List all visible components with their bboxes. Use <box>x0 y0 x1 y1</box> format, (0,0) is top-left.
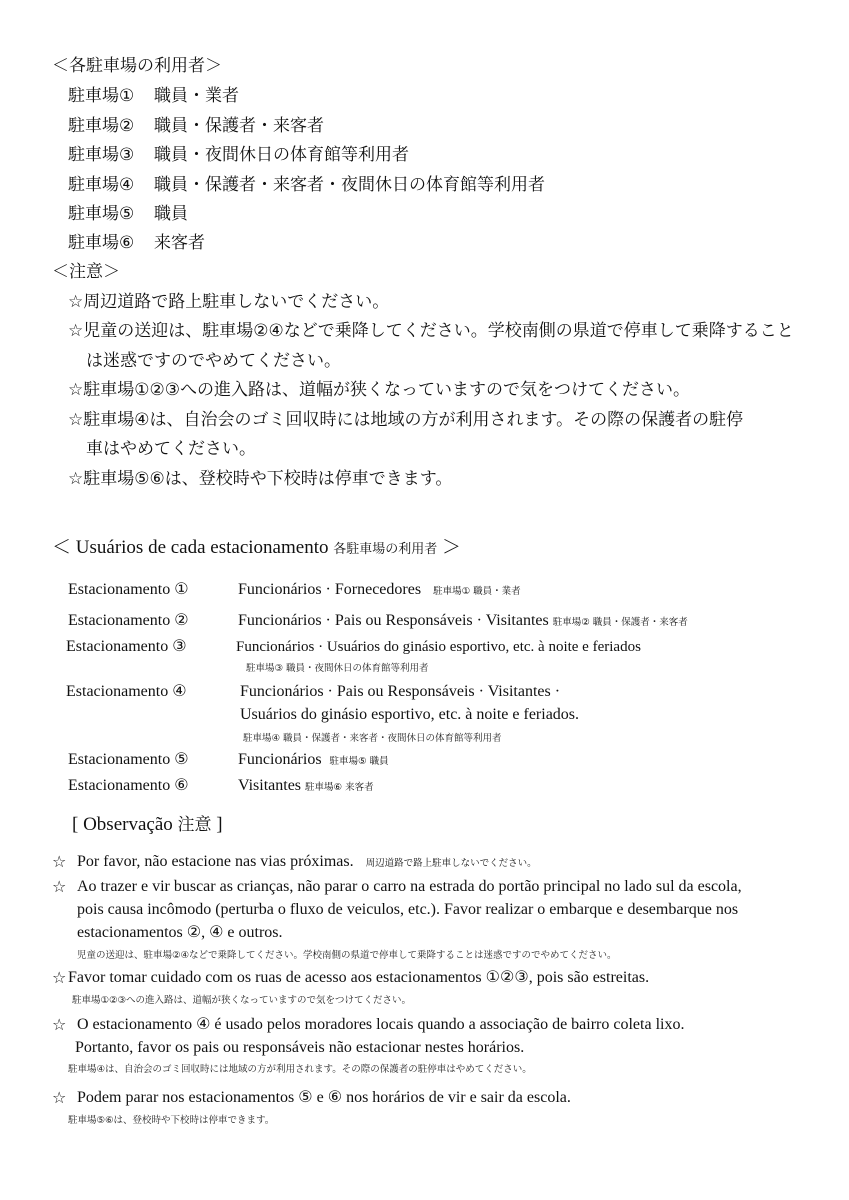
star-icon: ☆ <box>52 968 67 987</box>
pt-lot-users <box>238 776 374 798</box>
star-icon: ☆ <box>52 877 67 896</box>
jp-lot-users: 職員・夜間休日の体育館等利用者 <box>154 145 409 165</box>
jp-note: ☆児童の送迎は、駐車場②④などで乗降してください。学校南側の県道で停車して乗降すること <box>68 321 794 341</box>
pt-lot-jp: 駐車場① 職員・業者 <box>433 586 521 597</box>
pt-note-jp: 駐車場⑤⑥は、登校時や下校時は停車できます。 <box>68 1115 275 1126</box>
pt-lot-users: Funcionários · Pais ou Responsáveis · Visitantes · <box>240 683 561 700</box>
jp-lot-users: 来客者 <box>154 233 205 253</box>
pt-lot-label: Estacionamento ① <box>68 581 189 598</box>
jp-lot-users: 職員・業者 <box>154 86 239 106</box>
jp-lot-users: 職員・保護者・来客者・夜間休日の体育館等利用者 <box>154 175 545 195</box>
pt-obs-heading <box>72 815 223 835</box>
pt-lot-users <box>238 580 521 602</box>
pt-lot-users-text: Funcionários · Pais ou Responsáveis · Visitantes <box>238 612 549 629</box>
obs-heading-jp: 注意 <box>177 815 212 835</box>
pt-lot-users: Funcionários · Usuários do ginásio esportivo, etc. à noite e feriados <box>236 639 641 655</box>
obs-heading-close: ] <box>216 814 223 835</box>
pt-note-line: pois causa incômodo (perturba o fluxo de veiculos, etc.). Favor realizar o embarque e desembarque nos <box>77 901 739 918</box>
pt-note-line: O estacionamento ④ é usado pelos moradores locais quando a associação de bairro coleta lixo. <box>77 1016 685 1033</box>
pt-note-line: estacionamentos ②, ④ e outros. <box>77 924 283 941</box>
heading-open-bracket: ＜ <box>52 537 72 558</box>
jp-note: は迷惑ですのでやめてください。 <box>86 351 341 371</box>
pt-lot-jp: 駐車場② 職員・保護者・来客者 <box>552 617 688 628</box>
pt-note-jp: 児童の送迎は、駐車場②④などで乗降してください。学校南側の県道で停車して乗降することは迷惑ですのでやめてください。 <box>77 950 617 961</box>
jp-note: ☆駐車場④は、自治会のゴミ回収時には地域の方が利用されます。その際の保護者の駐停 <box>68 410 744 430</box>
pt-lot-label: Estacionamento ② <box>68 612 189 629</box>
pt-note-line: Favor tomar cuidado com os ruas de acesso aos estacionamentos ①②③, pois são estreitas. <box>68 969 650 986</box>
pt-note <box>77 852 537 874</box>
pt-note-line: Portanto, favor os pais ou responsáveis não estacionar nestes horários. <box>75 1039 525 1056</box>
jp-lot-name: 駐車場⑥ <box>68 233 135 253</box>
pt-lot-users-text: Funcionários · Fornecedores <box>238 581 422 598</box>
pt-note-line: Ao trazer e vir buscar as crianças, não parar o carro na estrada do portão principal no lado sul da escola, <box>77 878 742 895</box>
pt-lot-users-cont: Usuários do ginásio esportivo, etc. à noite e feriados. <box>240 706 580 723</box>
pt-lot-users-text: Funcionários <box>238 751 322 768</box>
jp-lot-users: 職員 <box>154 204 188 224</box>
pt-users-heading <box>52 538 461 560</box>
pt-lot-jp: 駐車場③ 職員・夜間休日の体育館等利用者 <box>246 663 429 674</box>
jp-lot-name: 駐車場① <box>68 86 135 106</box>
jp-note: ☆駐車場⑤⑥は、登校時や下校時は停車できます。 <box>68 469 453 489</box>
pt-lot-jp: 駐車場④ 職員・保護者・来客者・夜間休日の体育館等利用者 <box>243 733 502 744</box>
jp-notes-heading: ＜注意＞ <box>52 262 120 282</box>
pt-lot-jp: 駐車場⑤ 職員 <box>329 756 389 767</box>
pt-lot-label: Estacionamento ④ <box>66 683 187 700</box>
jp-lot-name: 駐車場④ <box>68 175 135 195</box>
star-icon: ☆ <box>52 852 67 871</box>
pt-lot-label: Estacionamento ⑤ <box>68 751 189 768</box>
heading-close-bracket: ＞ <box>442 537 462 558</box>
pt-note-line: Podem parar nos estacionamentos ⑤ e ⑥ nos horários de vir e sair da escola. <box>77 1089 571 1106</box>
heading-text: Usuários de cada estacionamento <box>75 537 329 558</box>
pt-note-jp: 駐車場④は、自治会のゴミ回収時には地域の方が利用されます。その際の保護者の駐停車はやめてください。 <box>68 1064 532 1075</box>
jp-lot-name: 駐車場② <box>68 116 135 136</box>
pt-lot-users <box>238 611 688 633</box>
jp-lot-users: 職員・保護者・来客者 <box>154 116 324 136</box>
pt-lot-users <box>238 750 389 772</box>
heading-jp: 各駐車場の利用者 <box>333 542 438 557</box>
pt-lot-label: Estacionamento ⑥ <box>68 777 189 794</box>
jp-note: 車はやめてください。 <box>86 439 256 459</box>
jp-lot-name: 駐車場⑤ <box>68 204 135 224</box>
pt-lot-label: Estacionamento ③ <box>66 638 187 655</box>
jp-note: ☆周辺道路で路上駐車しないでください。 <box>68 292 390 312</box>
pt-lot-jp: 駐車場⑥ 来客者 <box>305 782 374 793</box>
pt-note-jp: 周辺道路で路上駐車しないでください。 <box>365 858 537 869</box>
jp-users-heading: ＜各駐車場の利用者＞ <box>52 56 222 76</box>
obs-heading-text: [ Observação <box>72 814 173 835</box>
jp-note: ☆駐車場①②③への進入路は、道幅が狭くなっていますので気をつけてください。 <box>68 380 690 400</box>
jp-lot-name: 駐車場③ <box>68 145 135 165</box>
star-icon: ☆ <box>52 1088 67 1107</box>
pt-lot-users-text: Visitantes <box>238 777 302 794</box>
star-icon: ☆ <box>52 1015 67 1034</box>
pt-note-jp: 駐車場①②③への進入路は、道幅が狭くなっていますので気をつけてください。 <box>72 995 412 1006</box>
pt-note-text: Por favor, não estacione nas vias próximas. <box>77 853 354 870</box>
